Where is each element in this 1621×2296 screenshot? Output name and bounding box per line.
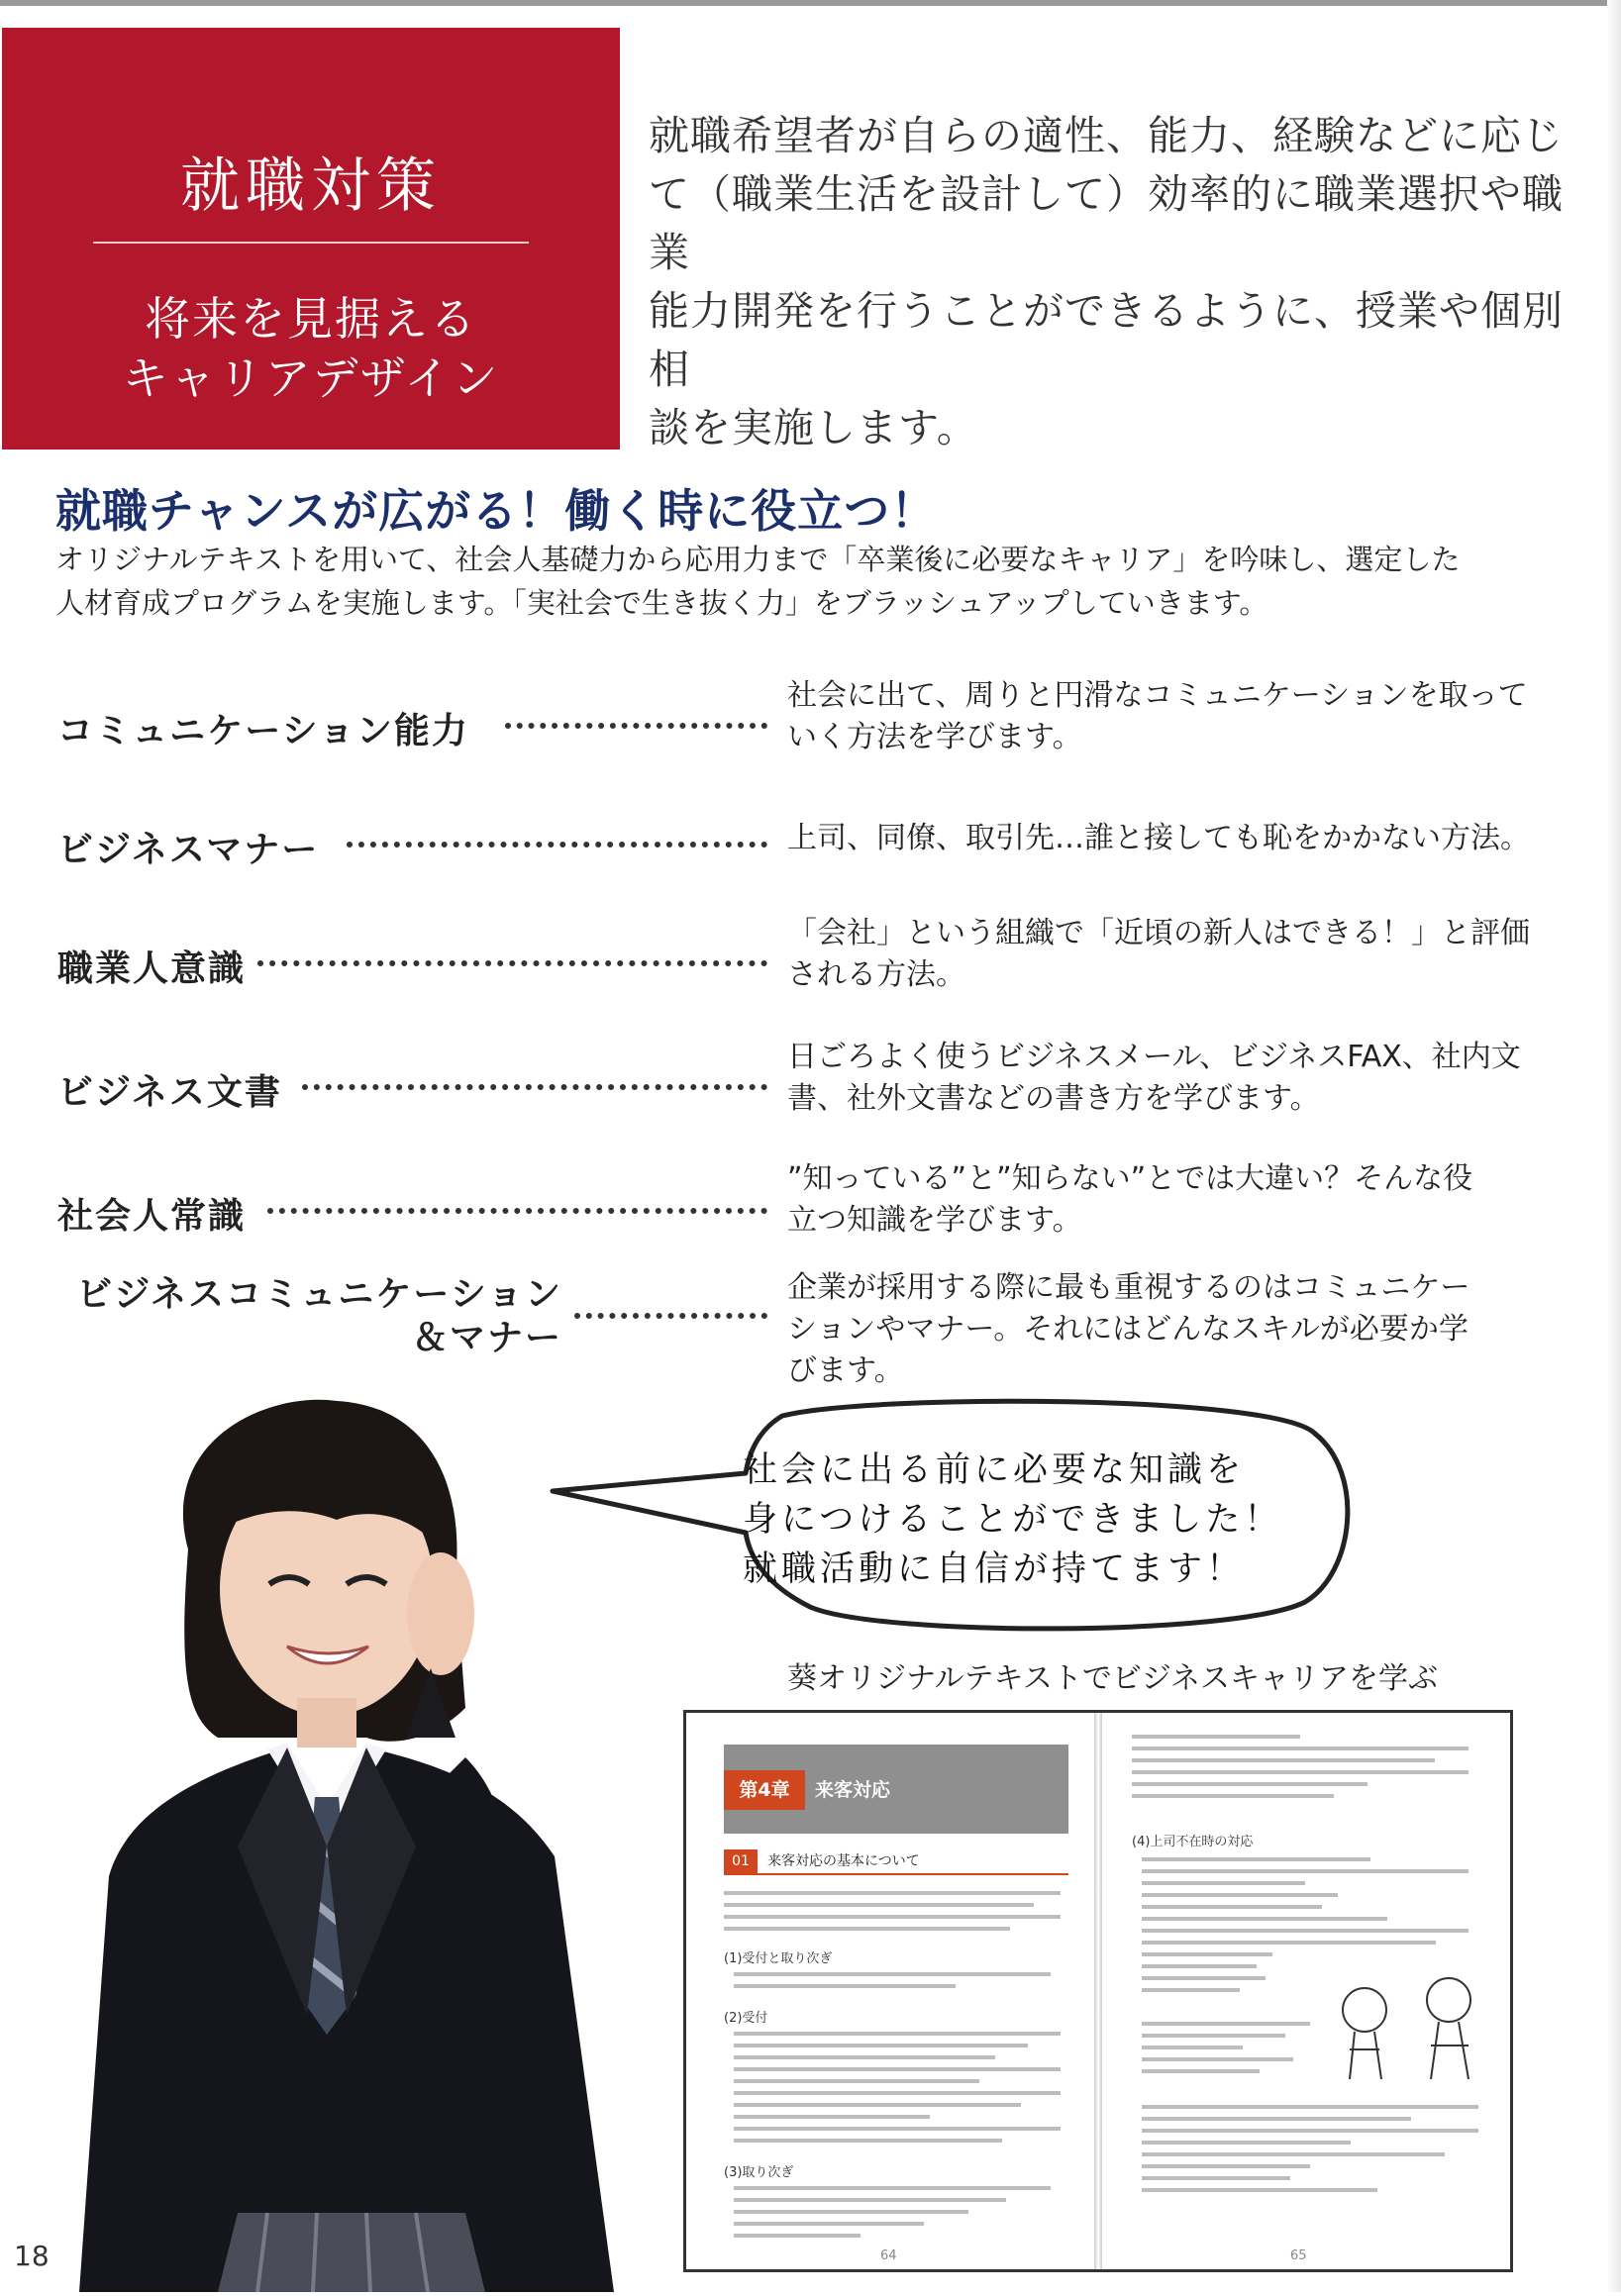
- hero-subtitle-line: キャリアデザイン: [122, 351, 500, 405]
- textbook-spread: [683, 1710, 1513, 2272]
- intro-line: 談を実施します。: [649, 404, 978, 451]
- topic-description: [787, 818, 1579, 859]
- topic-description-line: いく方法を学びます。: [787, 720, 1082, 754]
- book-page-number: 64: [880, 2248, 897, 2263]
- topic-label-line: ＆マナー: [411, 1318, 562, 1358]
- text-lines: [1142, 2022, 1310, 2081]
- dotted-leader: [257, 960, 767, 966]
- topic-description: [787, 675, 1579, 758]
- topic-label-line: ビジネスコミュニケーション: [76, 1274, 562, 1315]
- topic-description: [787, 913, 1579, 996]
- topic-label: [57, 1273, 562, 1360]
- topic-description-line: される方法。: [787, 957, 965, 992]
- cartoon-characters-icon: [1320, 1960, 1498, 2099]
- speech-bubble: [661, 1404, 1335, 1622]
- top-rule: [0, 0, 1621, 6]
- text-lines: [1142, 2105, 1478, 2200]
- speech-bubble-line: 社会に出る前に必要な知識を: [743, 1450, 1246, 1490]
- book-subheading: (1)受付と取り次ぎ: [724, 1951, 833, 1966]
- page-edge-shadow: [1607, 0, 1621, 2292]
- book-subheading: (2)受付: [724, 2011, 768, 2026]
- intro-paragraph: [649, 107, 1589, 457]
- book-page-number: 65: [1290, 2248, 1307, 2263]
- topic-label: 職業人意識: [57, 941, 255, 991]
- topic-label: コミュニケーション能力: [57, 703, 479, 753]
- topic-description: [787, 1158, 1579, 1242]
- lead-line: オリジナルテキストを用いて、社会人基礎力から応用力まで「卒業後に必要なキャリア」を吟味し、選定した: [55, 543, 1461, 576]
- speech-bubble-text: [743, 1446, 1297, 1594]
- topic-description-line: 「会社」という組織で「近頃の新人はできる！」と評価: [787, 916, 1530, 950]
- topic-description-line: 立つ知識を学びます。: [787, 1203, 1082, 1238]
- dotted-leader: [302, 1084, 767, 1090]
- topic-description-line: 企業が採用する際に最も重視するのはコミュニケー: [787, 1270, 1470, 1305]
- topic-label: 社会人常識: [57, 1188, 255, 1239]
- topic-label: ビジネスマナー: [57, 822, 329, 872]
- intro-line: て（職業生活を設計して）効率的に職業選択や職業: [649, 170, 1564, 276]
- textbook-caption: 葵オリジナルテキストでビジネスキャリアを学ぶ: [787, 1661, 1438, 1696]
- hero-divider: [93, 242, 529, 244]
- section-heading: [724, 1849, 1068, 1875]
- section-headline: 就職チャンスが広がる！働く時に役立つ！: [55, 484, 938, 538]
- hero-title: 就職対策: [180, 151, 442, 221]
- book-subheading: (4)上司不在時の対応: [1132, 1835, 1254, 1849]
- hero-block: [2, 28, 620, 449]
- book-fold: [1094, 1713, 1102, 2269]
- lead-paragraph: [55, 538, 1561, 625]
- section-number: 01: [724, 1849, 758, 1873]
- speech-bubble-line: 就職活動に自信が持てます！: [743, 1549, 1246, 1589]
- topic-label: ビジネス文書: [57, 1064, 292, 1115]
- chapter-banner: [724, 1745, 1068, 1834]
- topic-description-line: 社会に出て、周りと円滑なコミュニケーションを取って: [787, 678, 1528, 713]
- topic-description-line: ションやマナー。それにはどんなスキルが必要か学: [787, 1312, 1469, 1347]
- textbook-left-page: [686, 1713, 1094, 2269]
- text-lines: [724, 1891, 1061, 1939]
- topic-description-line: 上司、同僚、取引先…誰と接しても恥をかかない方法。: [787, 821, 1530, 855]
- intro-line: 就職希望者が自らの適性、能力、経験などに応じ: [649, 112, 1564, 159]
- lead-line: 人材育成プログラムを実施します。「実社会で生き抜く力」をブラッシュアップしていきます。: [55, 586, 1268, 620]
- topic-description-line: 日ごろよく使うビジネスメール、ビジネスFAX、社内文: [787, 1040, 1521, 1074]
- chapter-title: 来客対応: [815, 1779, 891, 1801]
- dotted-leader: [347, 842, 767, 848]
- speech-bubble-line: 身につけることができました！: [743, 1500, 1283, 1540]
- topic-description: [787, 1037, 1579, 1120]
- text-lines: [734, 1972, 1051, 1996]
- topic-description-line: ”知っている”と”知らない”とでは大違い？そんな役: [787, 1161, 1473, 1196]
- book-subheading: (3)取り次ぎ: [724, 2165, 794, 2180]
- section-title: 来客対応の基本について: [767, 1853, 920, 1869]
- intro-line: 能力開発を行うことができるように、授業や個別相: [649, 287, 1564, 393]
- dotted-leader: [574, 1313, 767, 1319]
- topic-description: [787, 1267, 1579, 1392]
- dotted-leader: [505, 723, 767, 729]
- text-lines: [1132, 1735, 1469, 1806]
- hero-subtitle: [2, 289, 620, 408]
- textbook-right-page: [1102, 1713, 1508, 2269]
- page-number: 18: [14, 2240, 50, 2272]
- text-lines: [734, 2186, 1051, 2246]
- dotted-leader: [267, 1208, 767, 1214]
- topic-description-line: びます。: [787, 1353, 904, 1388]
- hero-subtitle-line: 将来を見据える: [145, 292, 477, 346]
- topic-description-line: 書、社外文書などの書き方を学びます。: [787, 1081, 1320, 1116]
- chapter-number: 第4章: [724, 1770, 805, 1810]
- text-lines: [734, 2032, 1061, 2150]
